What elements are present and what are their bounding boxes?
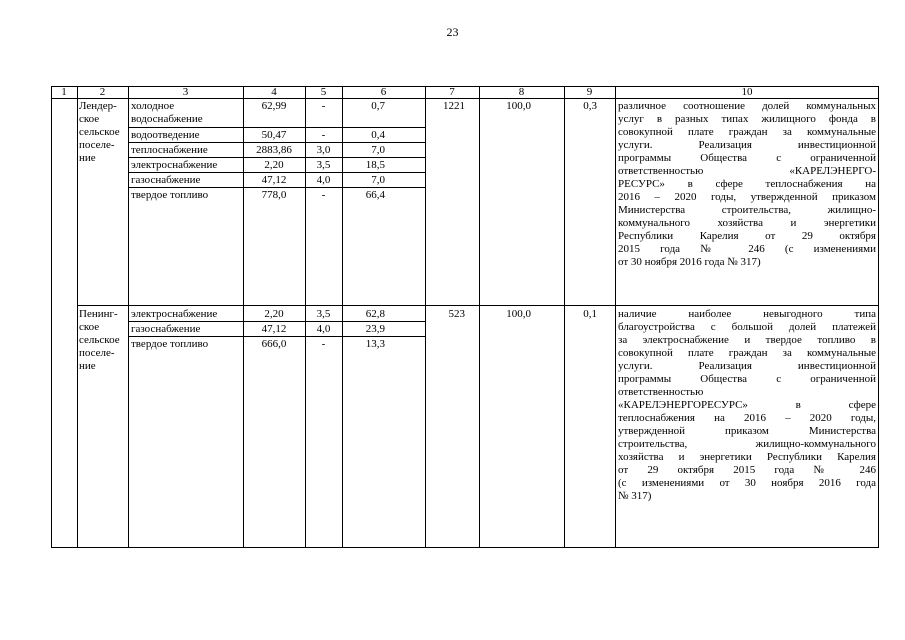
cell-value: 47,12 <box>261 323 287 335</box>
cell-value: 18,5 <box>365 159 385 171</box>
note-text <box>618 100 876 269</box>
note-line: наличие наиболее невыгодного типа <box>618 308 876 320</box>
note-text <box>618 308 876 503</box>
note-line: от 30 ноября 2016 года № 317) <box>618 256 761 268</box>
note-line: строительства, жилищно-коммунального <box>618 438 876 450</box>
note-line: совокупной плате граждан за коммунальные <box>618 126 876 138</box>
note-line: 2015 года № 246 (с изменениями <box>618 243 876 255</box>
note-line: «КАРЕЛЭНЕРГОРЕСУРС» в сфере <box>618 399 876 411</box>
note-line: теплоснабжения на 2016 – 2020 годы, <box>618 412 876 424</box>
col-header-6: 6 <box>380 86 387 98</box>
cell-value: 0,1 <box>583 308 597 320</box>
service-name: холодное <box>131 100 175 112</box>
col-header-9: 9 <box>586 86 593 98</box>
note-line: коммунального хозяйства и энергетики <box>618 217 876 229</box>
cell-value: - <box>321 189 326 201</box>
cell-value: 2,20 <box>264 159 284 171</box>
settlement-line: ние <box>79 360 96 372</box>
note-line: хозяйства и энергетики Республики Карелия <box>618 451 876 463</box>
cell-value: 4,0 <box>316 323 331 335</box>
col-header-1: 1 <box>61 86 67 98</box>
cell-value: 2883,86 <box>256 144 292 156</box>
col-header-10: 10 <box>741 86 753 98</box>
cell-value: 23,9 <box>365 323 385 335</box>
cell-value: 100,0 <box>506 308 531 320</box>
cell-value: 0,4 <box>371 129 385 141</box>
settlement-line: Пенинг- <box>79 308 118 320</box>
cell-value: 3,5 <box>316 159 331 171</box>
settlement-line: ское <box>79 113 100 125</box>
note-line: ответственностью «КАРЕЛЭНЕРГО- <box>618 165 876 177</box>
settlement-name <box>79 100 128 165</box>
note-line: ответственностью <box>618 386 704 398</box>
settlement-line: ние <box>79 152 96 164</box>
cell-value: 7,0 <box>371 144 385 156</box>
note-line: программы Общества с ограниченной <box>618 152 876 164</box>
note-line: Республики Карелия от 29 октября <box>618 230 876 242</box>
settlement-line: Лендер- <box>79 100 117 112</box>
cell-value: 62,8 <box>365 308 385 320</box>
cell-value: 778,0 <box>261 189 287 201</box>
note-line: программы Общества с ограниченной <box>618 373 876 385</box>
service-name: водоотведение <box>131 129 200 141</box>
service-name: теплоснабжение <box>131 144 208 156</box>
note-line: Министерства строительства, жилищно- <box>618 204 876 216</box>
note-line: совокупной плате граждан за коммунальные <box>618 347 876 359</box>
cell-value: 66,4 <box>365 189 385 201</box>
note-line: 2016 – 2020 годы, утвержденной приказом <box>618 191 876 203</box>
col-header-3: 3 <box>182 86 189 98</box>
note-line: услуги. Реализация инвестиционной <box>618 360 876 372</box>
cell-value: 50,47 <box>261 129 287 141</box>
settlement-line: сельское <box>79 334 120 346</box>
cell-value: 2,20 <box>264 308 284 320</box>
cell-value: 666,0 <box>261 338 287 350</box>
settlement-line: сельское <box>79 126 120 138</box>
note-line: (с изменениями от 30 ноября 2016 года <box>618 477 876 489</box>
service-name: электроснабжение <box>131 308 218 320</box>
col-header-4: 4 <box>271 86 277 98</box>
cell-value: - <box>321 129 326 141</box>
cell-value: 3,0 <box>316 144 331 156</box>
cell-value: 523 <box>448 308 465 320</box>
service-name: электроснабжение <box>131 159 218 171</box>
page-number: 23 <box>446 25 459 39</box>
settlement-line: поселе- <box>79 347 115 359</box>
cell-value: - <box>321 338 326 350</box>
col-header-2: 2 <box>99 86 106 98</box>
cell-value: 47,12 <box>261 174 287 186</box>
col-header-7: 7 <box>449 86 455 98</box>
note-line: № 317) <box>618 490 652 502</box>
cell-value: 62,99 <box>261 100 287 112</box>
settlement-name <box>79 308 128 373</box>
note-line: благоустройства с большой долей платежей <box>618 321 876 333</box>
note-line: за электроснабжение и твердое топливо в <box>618 334 876 346</box>
cell-value: 100,0 <box>506 100 531 112</box>
cell-value: - <box>321 100 326 112</box>
cell-value: 0,7 <box>371 100 385 112</box>
data-table <box>51 86 879 548</box>
cell-value: 0,3 <box>583 100 597 112</box>
settlement-line: ское <box>79 321 100 333</box>
note-line: услуг в разных типах жилищного фонда в <box>618 113 876 125</box>
note-line: различное соотношение долей коммунальных <box>618 100 876 112</box>
note-line: от 29 октября 2015 года № 246 <box>618 464 876 476</box>
col-header-8: 8 <box>518 86 525 98</box>
col-header-5: 5 <box>320 86 327 98</box>
service-name: твердое топливо <box>131 189 209 201</box>
service-name: газоснабжение <box>131 174 201 186</box>
settlement-line: поселе- <box>79 139 115 151</box>
note-line: РЕСУРС» в сфере теплоснабжения на <box>618 178 876 190</box>
service-name: газоснабжение <box>131 323 201 335</box>
note-line: утвержденной приказом Министерства <box>618 425 876 437</box>
cell-value: 4,0 <box>316 174 331 186</box>
service-name: твердое топливо <box>131 338 209 350</box>
cell-value: 13,3 <box>365 338 385 350</box>
service-name: водоснабжение <box>131 113 203 125</box>
cell-value: 3,5 <box>316 308 331 320</box>
cell-value: 1221 <box>443 100 465 112</box>
note-line: услуги. Реализация инвестиционной <box>618 139 876 151</box>
cell-value: 7,0 <box>371 174 385 186</box>
